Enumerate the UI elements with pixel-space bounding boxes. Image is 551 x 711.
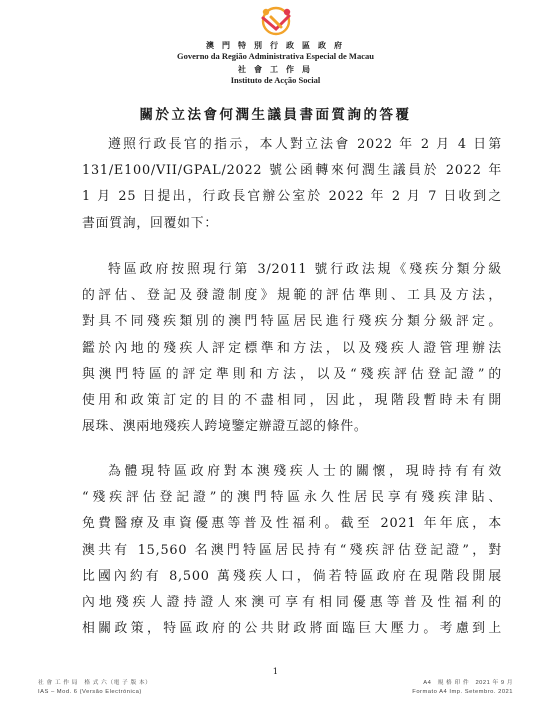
text-line: 比國內約有 8,500 萬殘疾人口，倘若特區政府在現階段開展 [82,568,502,584]
text-line: 對具不同殘疾類別的澳門特區居民進行殘疾分類分級評定。 [82,314,502,330]
text-line: 展珠、澳兩地殘疾人跨境鑒定辦證互認的條件。 [82,419,368,435]
text-line: 免費醫療及車資優惠等普及性福利。截至 2021 年年底，本 [82,516,502,532]
footer-form-name-chinese: 社 會 工 作 局 格 式 六（電 子 版 本） [38,680,152,686]
paragraph-3 [82,459,502,642]
document-title: 關於立法會何潤生議員書面質詢的答覆 [139,107,412,123]
footer-format-portuguese: Formato A4 Imp. Setembro. 2021 [412,689,513,695]
text-line: 遵照行政長官的指示，本人對立法會 2022 年 2 月 4 日第 [108,137,502,152]
text-line: 為體現特區政府對本澳殘疾人士的關懷，現時持有有效 [108,464,502,479]
text-line: 131/E100/VII/GPAL/2022 號公函轉來何潤生議員於 2022 年 [82,163,502,179]
text-line: 內地殘疾人證持證人來澳可享有相同優惠等普及性福利的 [82,594,502,610]
department-name-portuguese: Governo da Região Administrativa Especial de Macau [177,51,374,61]
text-line: 特區政府按照現行第 3/2011 號行政法規《殘疾分類分級 [108,262,502,277]
text-line: 澳共有 15,560 名澳門特區居民持有“殘疾評估登記證”，對 [82,542,502,558]
paragraph-1 [82,132,502,237]
paragraph-2 [82,257,502,440]
text-line: “殘疾評估登記證”的澳門特區永久性居民享有殘疾津貼、 [82,490,502,506]
page-number: 1 [272,667,279,677]
text-line: 書面質詢，回覆如下： [82,215,218,231]
text-line: 與澳門特區的評定準則和方法，以及“殘疾評估登記證”的 [82,366,502,382]
text-line: 鑑於內地的殘疾人評定標準和方法，以及殘疾人證管理辦法 [82,340,502,356]
department-name-chinese: 澳 門 特 別 行 政 區 政 府 [206,41,345,50]
footer-form-name-portuguese: IAS – Mod. 6 (Versão Electrónica) [38,689,142,695]
institute-name-chinese: 社 會 工 作 局 [238,65,313,74]
footer-left [38,679,151,697]
text-line: 1 月 25 日提出，行政長官辦公室於 2022 年 2 月 7 日收到之 [82,189,502,205]
text-line: 使用和政策訂定的目的不盡相同，因此，現階段暫時未有開 [82,392,502,408]
footer-format-chinese: A4 規 格 印 件 2021 年 9 月 [423,680,513,686]
footer-right [412,679,513,697]
text-line: 的評估、登記及發證制度》規範的評估準則、工具及方法， [82,288,502,304]
ias-logo-icon [253,4,299,38]
institute-name-portuguese: Instituto de Acção Social [230,75,321,85]
text-line: 相關政策，特區政府的公共財政將面臨巨大壓力。考慮到上 [82,621,502,637]
